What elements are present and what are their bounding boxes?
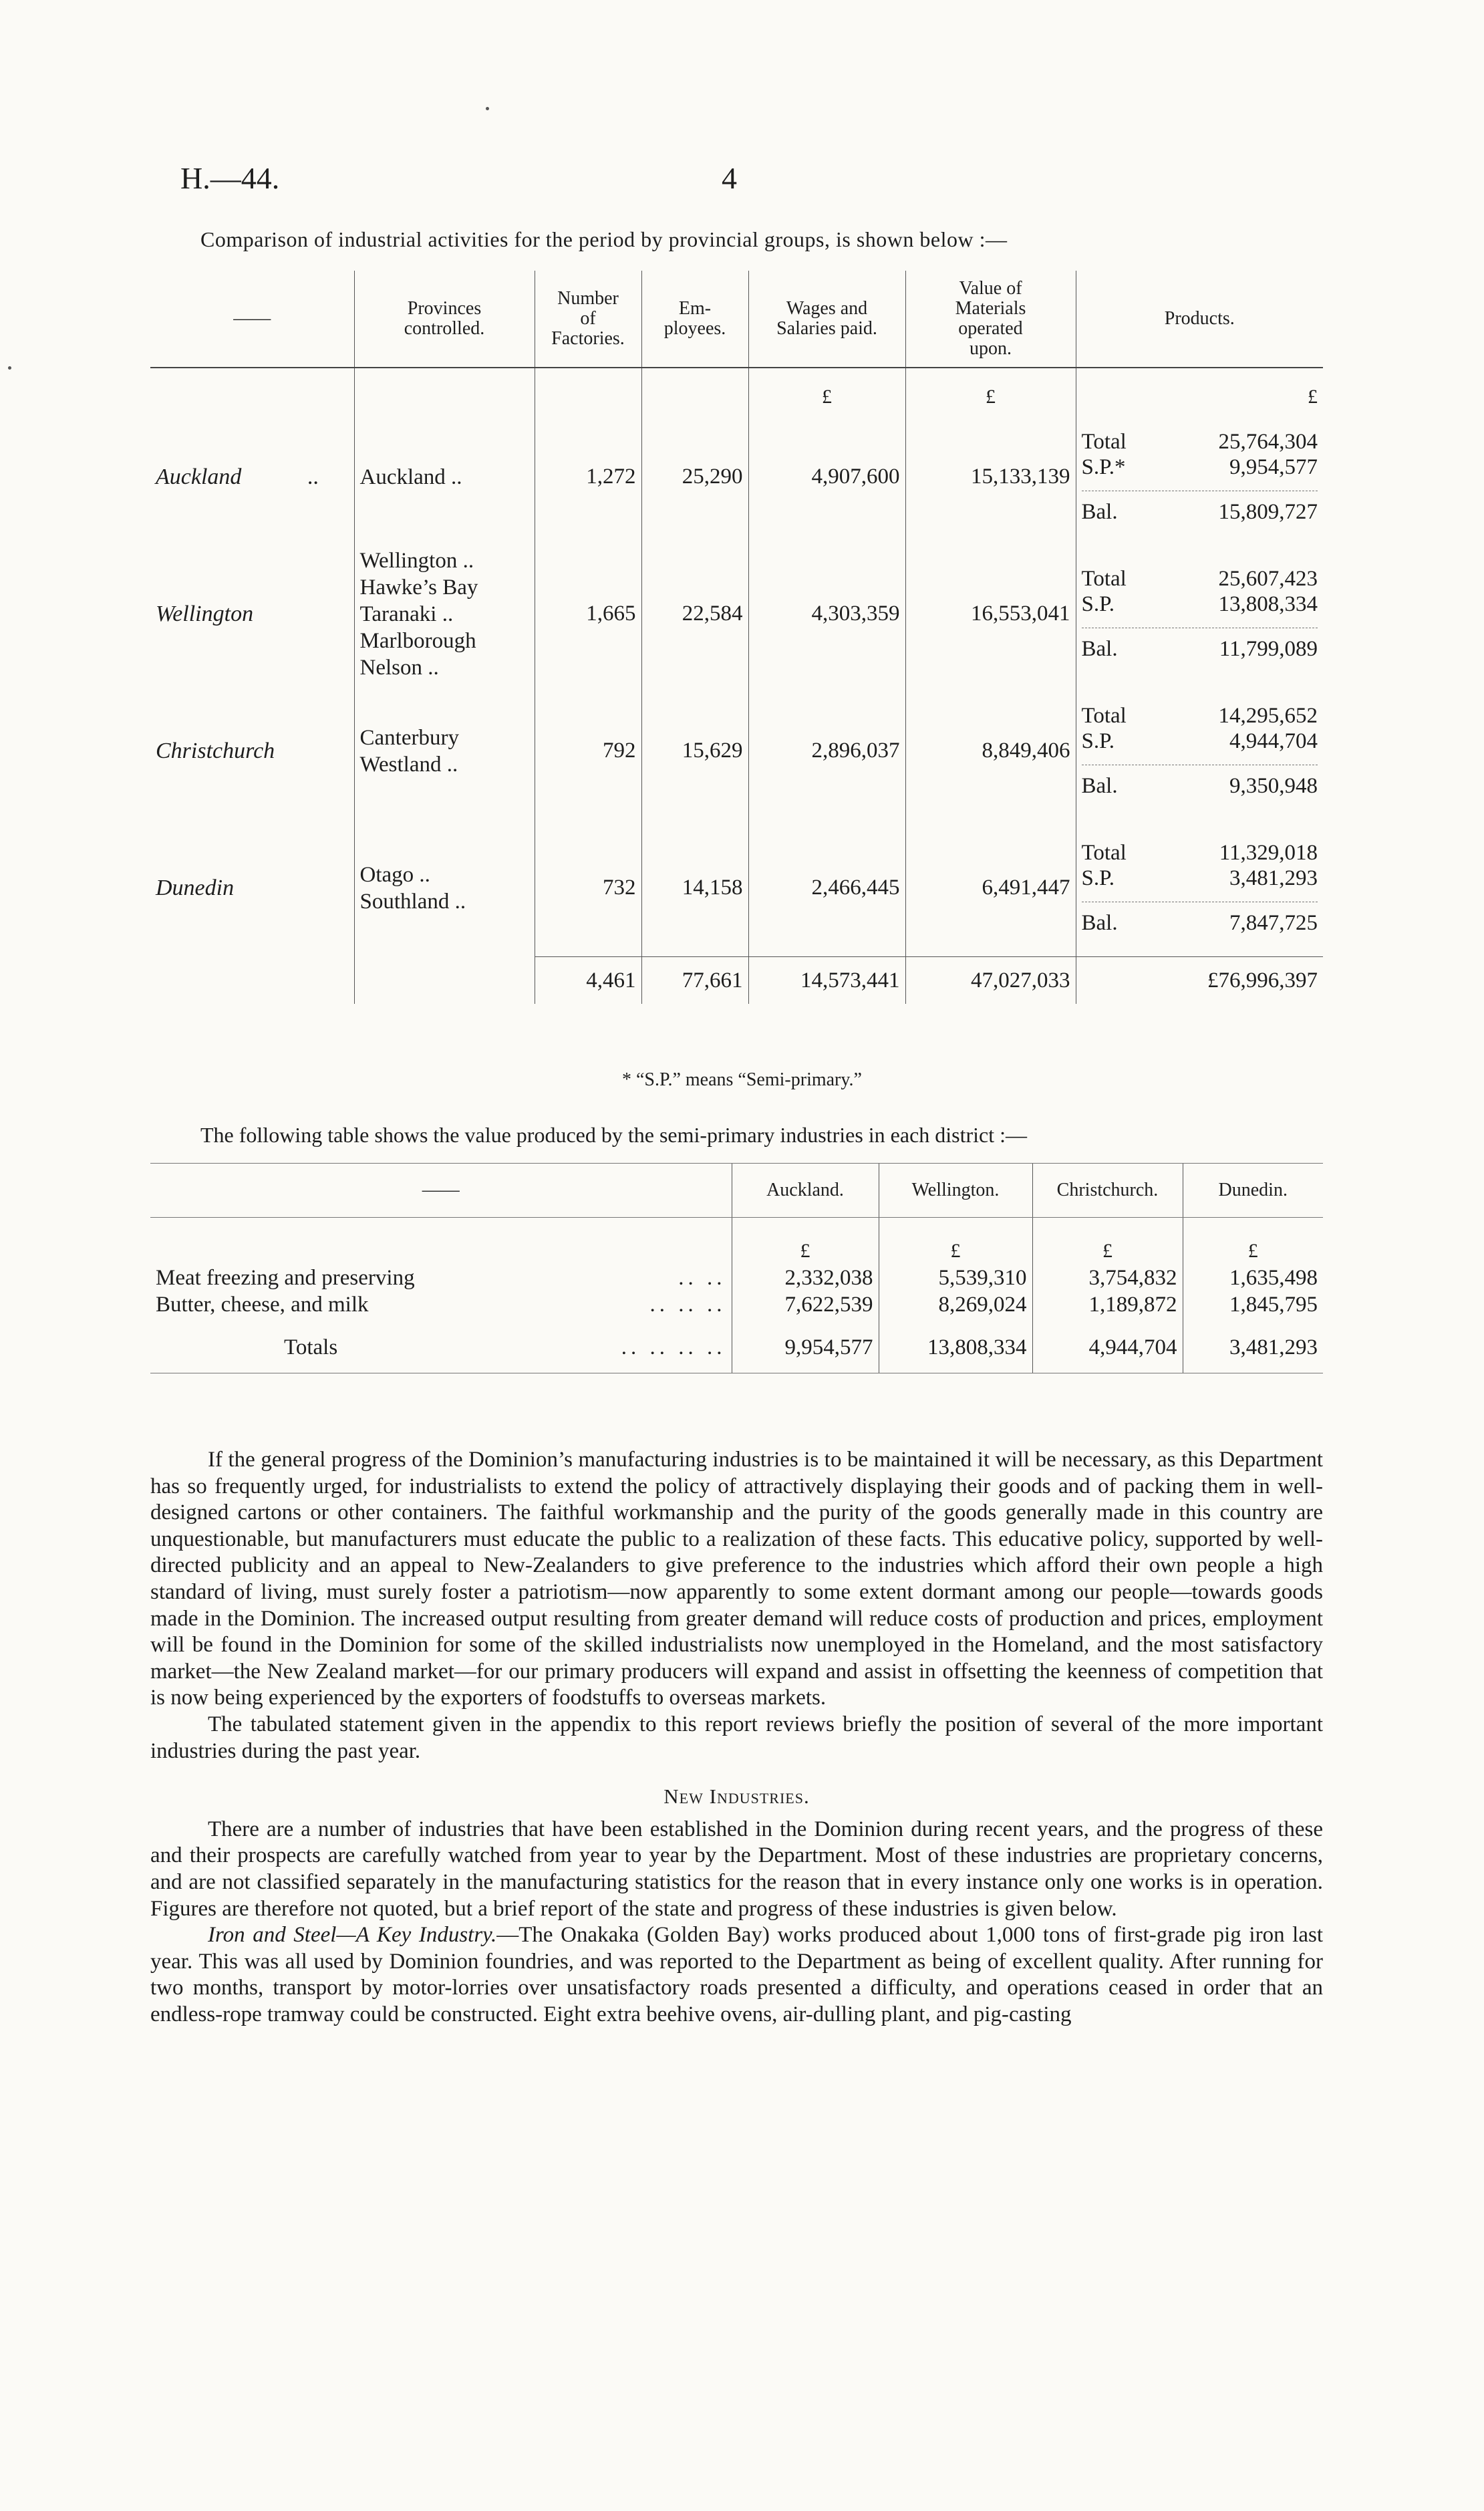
province-list: Wellington .. Hawke’s Bay Taranaki .. Marlborough Nelson .. [354, 545, 535, 682]
group-row-wellington [150, 545, 1323, 682]
products-cell: Total 25,607,423 S.P. 13,808,334 Bal. 11,799,089 [1076, 545, 1323, 682]
total-employees: 77,661 [641, 957, 748, 1005]
total-auckland: 9,954,577 [732, 1318, 879, 1373]
factories-value: 1,272 [535, 408, 641, 545]
total-factories: 4,461 [535, 957, 641, 1005]
body-text [150, 1447, 1323, 2028]
materials-value: 15,133,139 [905, 408, 1076, 545]
wages-value: 4,303,359 [748, 545, 905, 682]
region-name: Dunedin [156, 875, 235, 900]
footnote: * “S.P.” means “Semi-primary.” [622, 1069, 862, 1090]
total-products: £76,996,397 [1076, 957, 1323, 1005]
wages-value: 2,466,445 [748, 819, 905, 957]
value-wellington: 8,269,024 [879, 1291, 1032, 1318]
header-christchurch: Christchurch. [1032, 1164, 1183, 1218]
value-wellington: 5,539,310 [879, 1265, 1032, 1291]
page-number: 4 [722, 161, 737, 195]
row-label: Meat freezing and preserving .. .. [156, 1266, 726, 1290]
total-materials: 47,027,033 [905, 957, 1076, 1005]
province-list: Canterbury Westland .. [354, 682, 535, 819]
table1-totals-row [150, 957, 1323, 1005]
currency-symbol: £ [748, 368, 905, 408]
group-row-christchurch [150, 682, 1323, 819]
header-wellington: Wellington. [879, 1164, 1032, 1218]
row-label: Butter, cheese, and milk .. .. .. [156, 1293, 726, 1317]
iron-steel-title: Iron and Steel—A Key Industry. [208, 1923, 497, 1948]
currency-symbol: £ [905, 368, 1076, 408]
value-christchurch: 3,754,832 [1032, 1265, 1183, 1291]
section-heading-new-industries: New Industries. [663, 1785, 810, 1809]
table2-totals-row [150, 1318, 1323, 1373]
table2-header-row [150, 1164, 1323, 1218]
currency-row [150, 1218, 1323, 1265]
employees-value: 22,584 [641, 545, 748, 682]
region-name: Auckland .. [156, 464, 319, 489]
employees-value: 15,629 [641, 682, 748, 819]
header-provinces: Provinces controlled. [354, 271, 535, 368]
wages-value: 4,907,600 [748, 408, 905, 545]
factories-value: 732 [535, 819, 641, 957]
group-row-auckland [150, 408, 1323, 545]
currency-row [150, 368, 1323, 408]
header-employees: Em- ployees. [641, 271, 748, 368]
header-dash: —— [150, 1164, 732, 1218]
value-dunedin: 1,845,795 [1183, 1291, 1323, 1318]
paragraph-packaging: If the general progress of the Dominion’s manufacturing industries is to be maintained it will be necessary, as this Department has so frequently urged, for industrialists to extend the policy of attractively displaying their goods and of packing them in well-designed cartons or other containers. The faithful workmanship and the purity of the goods generally made in this country are unquestionable, but manufacturers must educate the public to a realization of these facts. This educative policy, supported by well-directed publicity and an appeal to New-Zealanders to give preference to the industries which afford their own people a high standard of living, must surely foster a patriotism—now apparently to some extent dormant among our people—towards goods made in the Dominion. The increased output resulting from greater demand will reduce costs of production and prices, employment will be found in the Dominion for some of the skilled industrialists now unemployed in the Homeland, and the most satisfactory market—the New Zealand market—for our primary producers will expand and assist in offsetting the keenness of competition that is now being experienced by the exporters of foodstuffs to overseas markets. [150, 1448, 1323, 1710]
table-row [150, 1291, 1323, 1318]
province-list: Auckland .. [354, 408, 535, 545]
value-auckland: 2,332,038 [732, 1265, 879, 1291]
table1-header-row [150, 271, 1323, 368]
header-materials: Value of Materials operated upon. [905, 271, 1076, 368]
products-cell: Total 11,329,018 S.P. 3,481,293 Bal. 7,847,725 [1076, 819, 1323, 957]
wages-value: 2,896,037 [748, 682, 905, 819]
header-products: Products. [1076, 271, 1323, 368]
employees-value: 14,158 [641, 819, 748, 957]
table2-intro: The following table shows the value produced by the semi-primary industries in each district :— [200, 1123, 1028, 1147]
provincial-comparison-table [150, 271, 1323, 1004]
materials-value: 6,491,447 [905, 819, 1076, 957]
paragraph-new-industries: There are a number of industries that have been established in the Dominion during recent years, and the progress of these and their prospects are carefully watched from year to year by the Department. Most of these industries are proprietary concerns, and are not classified separately in the manufacturing statistics for the reason that in every instance only one works is in operation. Figures are therefore not quoted, but a brief report of the state and progress of these industries is given below. [150, 1817, 1323, 1921]
currency-symbol: £ [1076, 368, 1323, 408]
paragraph-iron-steel: Iron and Steel—A Key Industry.—The Onakaka (Golden Bay) works produced about 1,000 tons of first-grade pig iron last year. This was all used by Dominion foundries, and was reported to the Department as being of excellent quality. After running for two months, transport by motor-lorries over unsatisfactory roads presented a difficulty, and operations ceased in order that an endless-rope tramway could be constructed. Eight extra beehive ovens, air-dulling plant, and pig-casting [150, 1923, 1323, 2026]
value-christchurch: 1,189,872 [1032, 1291, 1183, 1318]
products-cell: Total 25,764,304 S.P.* 9,954,577 Bal. 15,809,727 [1076, 408, 1323, 545]
group-row-dunedin [150, 819, 1323, 957]
factories-value: 792 [535, 682, 641, 819]
semi-primary-table [150, 1163, 1323, 1373]
header-wages: Wages and Salaries paid. [748, 271, 905, 368]
currency-symbol: £ [879, 1218, 1032, 1265]
materials-value: 16,553,041 [905, 545, 1076, 682]
paper-speck [486, 107, 489, 110]
products-cell: Total 14,295,652 S.P. 4,944,704 Bal. 9,350,948 [1076, 682, 1323, 819]
header-dunedin: Dunedin. [1183, 1164, 1323, 1218]
value-dunedin: 1,635,498 [1183, 1265, 1323, 1291]
region-name: Wellington [156, 601, 254, 626]
paragraph-appendix: The tabulated statement given in the appendix to this report reviews briefly the position of several of the more important industries during the past year. [150, 1712, 1323, 1763]
currency-symbol: £ [1032, 1218, 1183, 1265]
total-christchurch: 4,944,704 [1032, 1318, 1183, 1373]
value-auckland: 7,622,539 [732, 1291, 879, 1318]
currency-symbol: £ [1183, 1218, 1323, 1265]
total-dunedin: 3,481,293 [1183, 1318, 1323, 1373]
materials-value: 8,849,406 [905, 682, 1076, 819]
header-factories: Number of Factories. [535, 271, 641, 368]
page-header [180, 160, 1316, 201]
paper-speck [8, 366, 11, 370]
table-row [150, 1265, 1323, 1291]
totals-label: Totals .. .. .. .. [150, 1318, 732, 1373]
region-name: Christchurch [156, 738, 275, 763]
total-wages: 14,573,441 [748, 957, 905, 1005]
header-auckland: Auckland. [732, 1164, 879, 1218]
header-dash: —— [150, 271, 354, 368]
factories-value: 1,665 [535, 545, 641, 682]
employees-value: 25,290 [641, 408, 748, 545]
province-list: Otago .. Southland .. [354, 819, 535, 957]
currency-symbol: £ [732, 1218, 879, 1265]
total-wellington: 13,808,334 [879, 1318, 1032, 1373]
report-reference: H.—44. [180, 161, 280, 195]
table1-intro: Comparison of industrial activities for the period by provincial groups, is shown below :— [200, 227, 1008, 251]
